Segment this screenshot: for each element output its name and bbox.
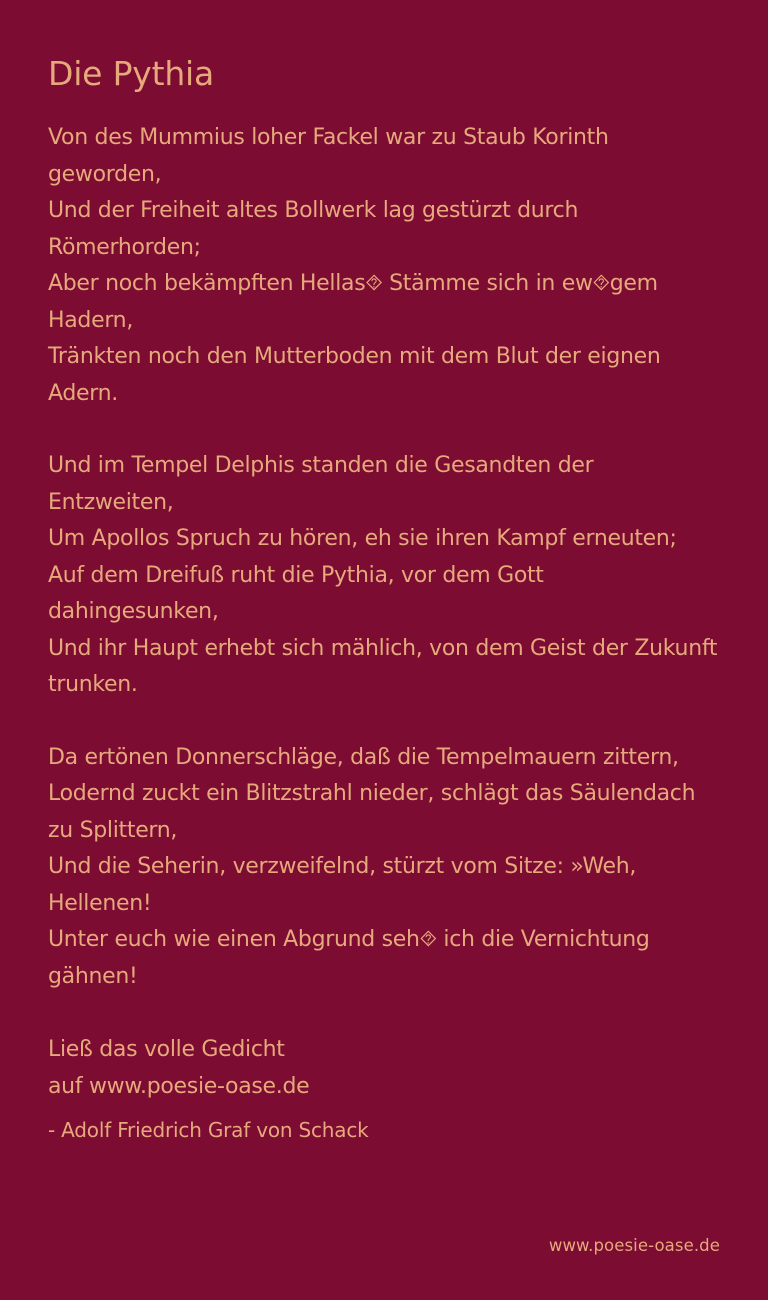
poem-line: Lodernd zuckt ein Blitzstrahl nieder, schlägt das Säulendach zu Splittern, [48,781,696,843]
poem-line: Und ihr Haupt erhebt sich mählich, von dem Geist der Zukunft trunken. [48,635,718,697]
cta-link-line[interactable]: auf www.poesie-oase.de [48,1074,310,1099]
poem-line: Aber noch bekämpften Hellas⯑ Stämme sich in ew⯑gem Hadern, [48,271,658,333]
poem-line: Unter euch wie einen Abgrund seh⯑ ich die Vernichtung gähnen! [48,927,650,989]
stanza-3 [48,740,720,996]
poem-author: - Adolf Friedrich Graf von Schack [48,1118,369,1142]
stanza-2 [48,448,720,704]
poem-line: Auf dem Dreifuß ruht die Pythia, vor dem Gott dahingesunken, [48,562,544,624]
footer-url[interactable]: www.poesie-oase.de [548,1236,720,1255]
poem-line: Um Apollos Spruch zu hören, eh sie ihren Kampf erneuten; [48,526,677,551]
poem-line: Und im Tempel Delphis standen die Gesandten der Entzweiten, [48,453,594,515]
read-full-poem-note [48,1031,720,1105]
poem-line: Und die Seherin, verzweifelnd, stürzt vom Sitze: »Weh, Hellenen! [48,854,637,916]
poem-line: Von des Mummius loher Fackel war zu Staub Korinth geworden, [48,125,609,187]
cta-line: Ließ das volle Gedicht [48,1037,285,1062]
poem-line: Da ertönen Donnerschläge, daß die Tempelmauern zittern, [48,744,679,770]
poem-line: Und der Freiheit altes Bollwerk lag gestürzt durch Römerhorden; [48,198,579,260]
poem-body [48,120,720,995]
poem-line: Tränkten noch den Mutterboden mit dem Blut der eignen Adern. [48,344,661,406]
poem-title: Die Pythia [48,54,215,93]
stanza-1 [48,120,720,412]
